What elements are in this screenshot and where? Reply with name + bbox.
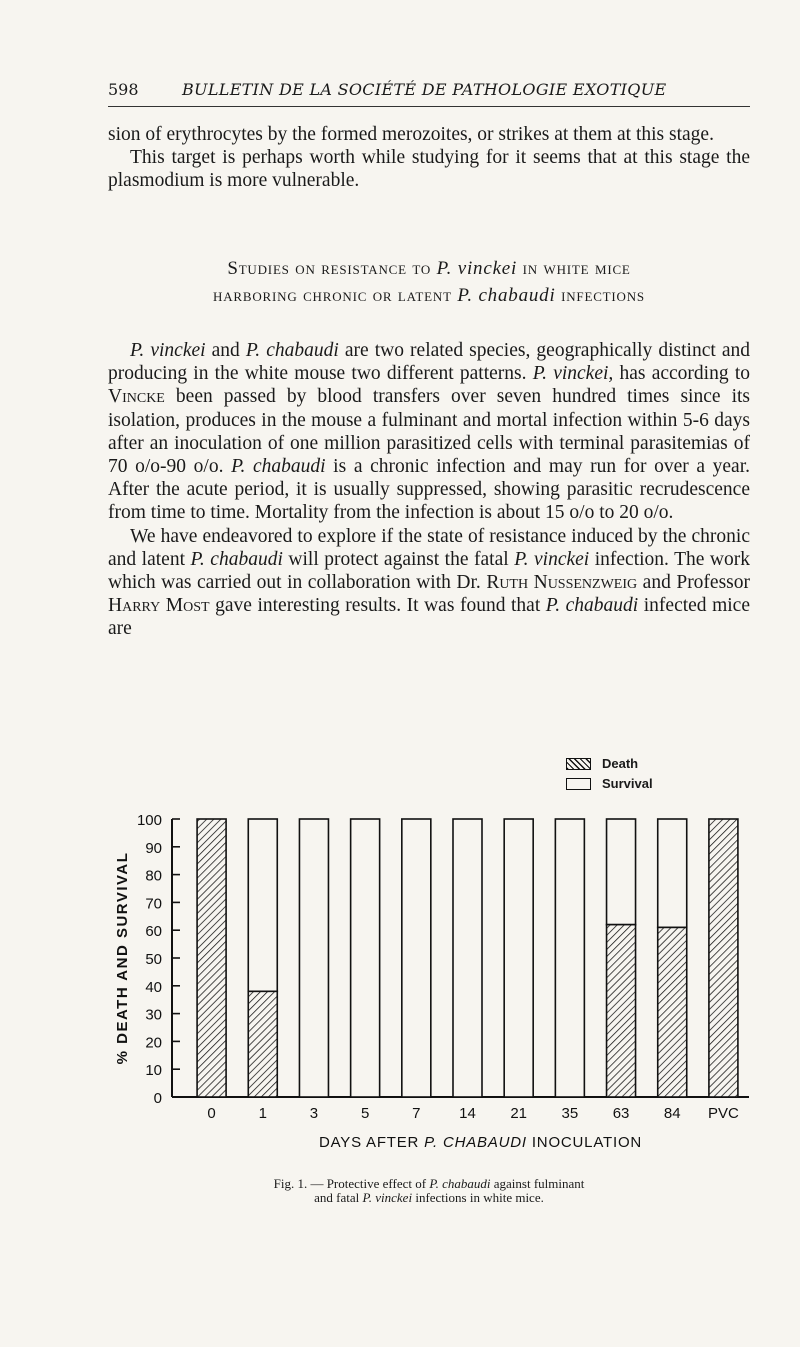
bar-survival bbox=[351, 819, 380, 1097]
bar-survival bbox=[658, 819, 687, 927]
y-tick-label: 70 bbox=[145, 895, 162, 913]
y-tick-label: 40 bbox=[145, 978, 162, 996]
species-name: P. chabaudi bbox=[545, 595, 639, 617]
heading-species: P. vinckei bbox=[436, 258, 518, 279]
author-name: Harry Most bbox=[108, 595, 210, 617]
bar-death bbox=[248, 991, 277, 1097]
text-run: Fig. 1. — Protective effect of bbox=[273, 1176, 430, 1191]
bar-death bbox=[658, 927, 687, 1097]
x-tick-label: 7 bbox=[412, 1105, 421, 1122]
y-tick-label: 100 bbox=[136, 812, 162, 829]
text-run: We have endeavored to explore if the state of resistance induced by the chronic and latent bbox=[108, 525, 750, 570]
x-axis-title-part: INOCULATION bbox=[526, 1134, 643, 1151]
bar-survival bbox=[402, 819, 431, 1097]
figure-caption bbox=[108, 1177, 750, 1205]
x-tick-label: 14 bbox=[459, 1105, 476, 1122]
heading-part: Studies on resistance to bbox=[227, 258, 437, 279]
intro-paragraph-2: This target is perhaps worth while studying for it seems that at this stage the plasmodium is more vulnerable. bbox=[108, 147, 750, 192]
bar-survival bbox=[504, 819, 533, 1097]
y-tick-label: 0 bbox=[153, 1090, 162, 1107]
x-tick-label: 35 bbox=[561, 1105, 579, 1122]
text-run: against fulminant bbox=[490, 1176, 585, 1191]
bar-survival bbox=[248, 819, 277, 991]
text-run: and bbox=[205, 340, 246, 361]
x-tick-label: 84 bbox=[663, 1105, 681, 1122]
bar-survival bbox=[555, 819, 584, 1097]
bar-death bbox=[709, 819, 738, 1097]
y-tick-label: 80 bbox=[145, 867, 162, 885]
x-tick-label: 5 bbox=[360, 1105, 370, 1122]
text-run: infections in white mice. bbox=[412, 1190, 544, 1205]
x-tick-label: 1 bbox=[258, 1105, 267, 1122]
y-tick-label: 10 bbox=[145, 1062, 162, 1080]
caption-line-2 bbox=[108, 1191, 750, 1205]
heading-part: harboring chronic or latent bbox=[213, 285, 458, 306]
legend-label-survival: Survival bbox=[602, 776, 653, 791]
caption-line-1 bbox=[108, 1177, 750, 1191]
text-run: and fatal bbox=[314, 1190, 363, 1205]
heading-part: in white mice bbox=[517, 258, 631, 279]
species-name: P. vinckei bbox=[514, 548, 590, 570]
x-tick-label: 3 bbox=[309, 1105, 319, 1122]
author-name: Ruth Nussenzweig bbox=[486, 572, 638, 594]
species-name: P. vinckei bbox=[362, 1190, 413, 1205]
y-tick-label: 60 bbox=[145, 923, 162, 941]
species-name: P. chabaudi bbox=[190, 548, 283, 570]
legend-label-death: Death bbox=[602, 756, 639, 771]
text-run: has according to bbox=[613, 363, 750, 385]
text-run: are two related species, geographically distinct and producing in the white mouse two different patterns. bbox=[108, 340, 750, 385]
text-run: gave interesting results. It was found that bbox=[209, 595, 546, 617]
y-tick-label: 20 bbox=[145, 1034, 162, 1052]
journal-title: BULLETIN DE LA SOCIÉTÉ DE PATHOLOGIE EXOTIQUE bbox=[182, 80, 667, 99]
species-name: P. chabaudi bbox=[245, 340, 339, 361]
x-tick-label: 63 bbox=[612, 1105, 630, 1122]
heading-species: P. chabaudi bbox=[457, 285, 556, 306]
bar-death bbox=[197, 819, 226, 1097]
species-name: P. vinckei, bbox=[532, 363, 614, 385]
y-tick-label: 30 bbox=[145, 1006, 162, 1024]
text-run: is a chronic infection and may run for over a year. After the acute period, it is usually suppressed, showing parasitic recrudescence from time to time. Mortality from the infection is about 15 o/o to 20 o/o. bbox=[108, 456, 750, 524]
species-name: P. chabaudi bbox=[231, 456, 326, 478]
text-run: will protect against the fatal bbox=[282, 548, 515, 570]
text-run: infected mice are bbox=[108, 595, 750, 640]
x-tick-label: 21 bbox=[510, 1105, 528, 1122]
author-name: Vincke bbox=[108, 386, 165, 408]
y-tick-label: 50 bbox=[145, 951, 162, 968]
bar-survival bbox=[453, 819, 482, 1097]
bar-survival bbox=[607, 819, 636, 925]
y-tick-label: 90 bbox=[145, 839, 162, 857]
x-axis-title bbox=[319, 1134, 642, 1151]
text-run: and Professor bbox=[637, 572, 751, 594]
text-run: been passed by blood transfers over seven hundred times since its isolation, produces in the mouse a fulminant and mortal infection within 5-6 days after an inoculation of one million parasitized cells with terminal parasitemias of 70 o/o-90 o/o. bbox=[108, 386, 750, 478]
bar-death bbox=[607, 925, 636, 1097]
bar-survival bbox=[299, 819, 328, 1097]
species-name: P. vinckei bbox=[130, 340, 206, 361]
x-axis-title-part: P. CHABAUDI bbox=[424, 1134, 527, 1151]
page-number: 598 bbox=[108, 80, 139, 99]
heading-part: infections bbox=[555, 285, 645, 306]
species-name: P. chabaudi bbox=[429, 1176, 491, 1191]
x-axis-title-part: DAYS AFTER bbox=[318, 1134, 425, 1151]
x-tick-label: PVC bbox=[707, 1105, 739, 1122]
x-tick-label: 0 bbox=[207, 1105, 216, 1122]
text-run: infection. The work which was carried out in collaboration with Dr. bbox=[108, 548, 750, 594]
y-axis-title: % DEATH AND SURVIVAL bbox=[114, 851, 131, 1065]
intro-paragraph-1: sion of erythrocytes by the formed merozoites, or strikes at them at this stage. bbox=[108, 124, 714, 145]
